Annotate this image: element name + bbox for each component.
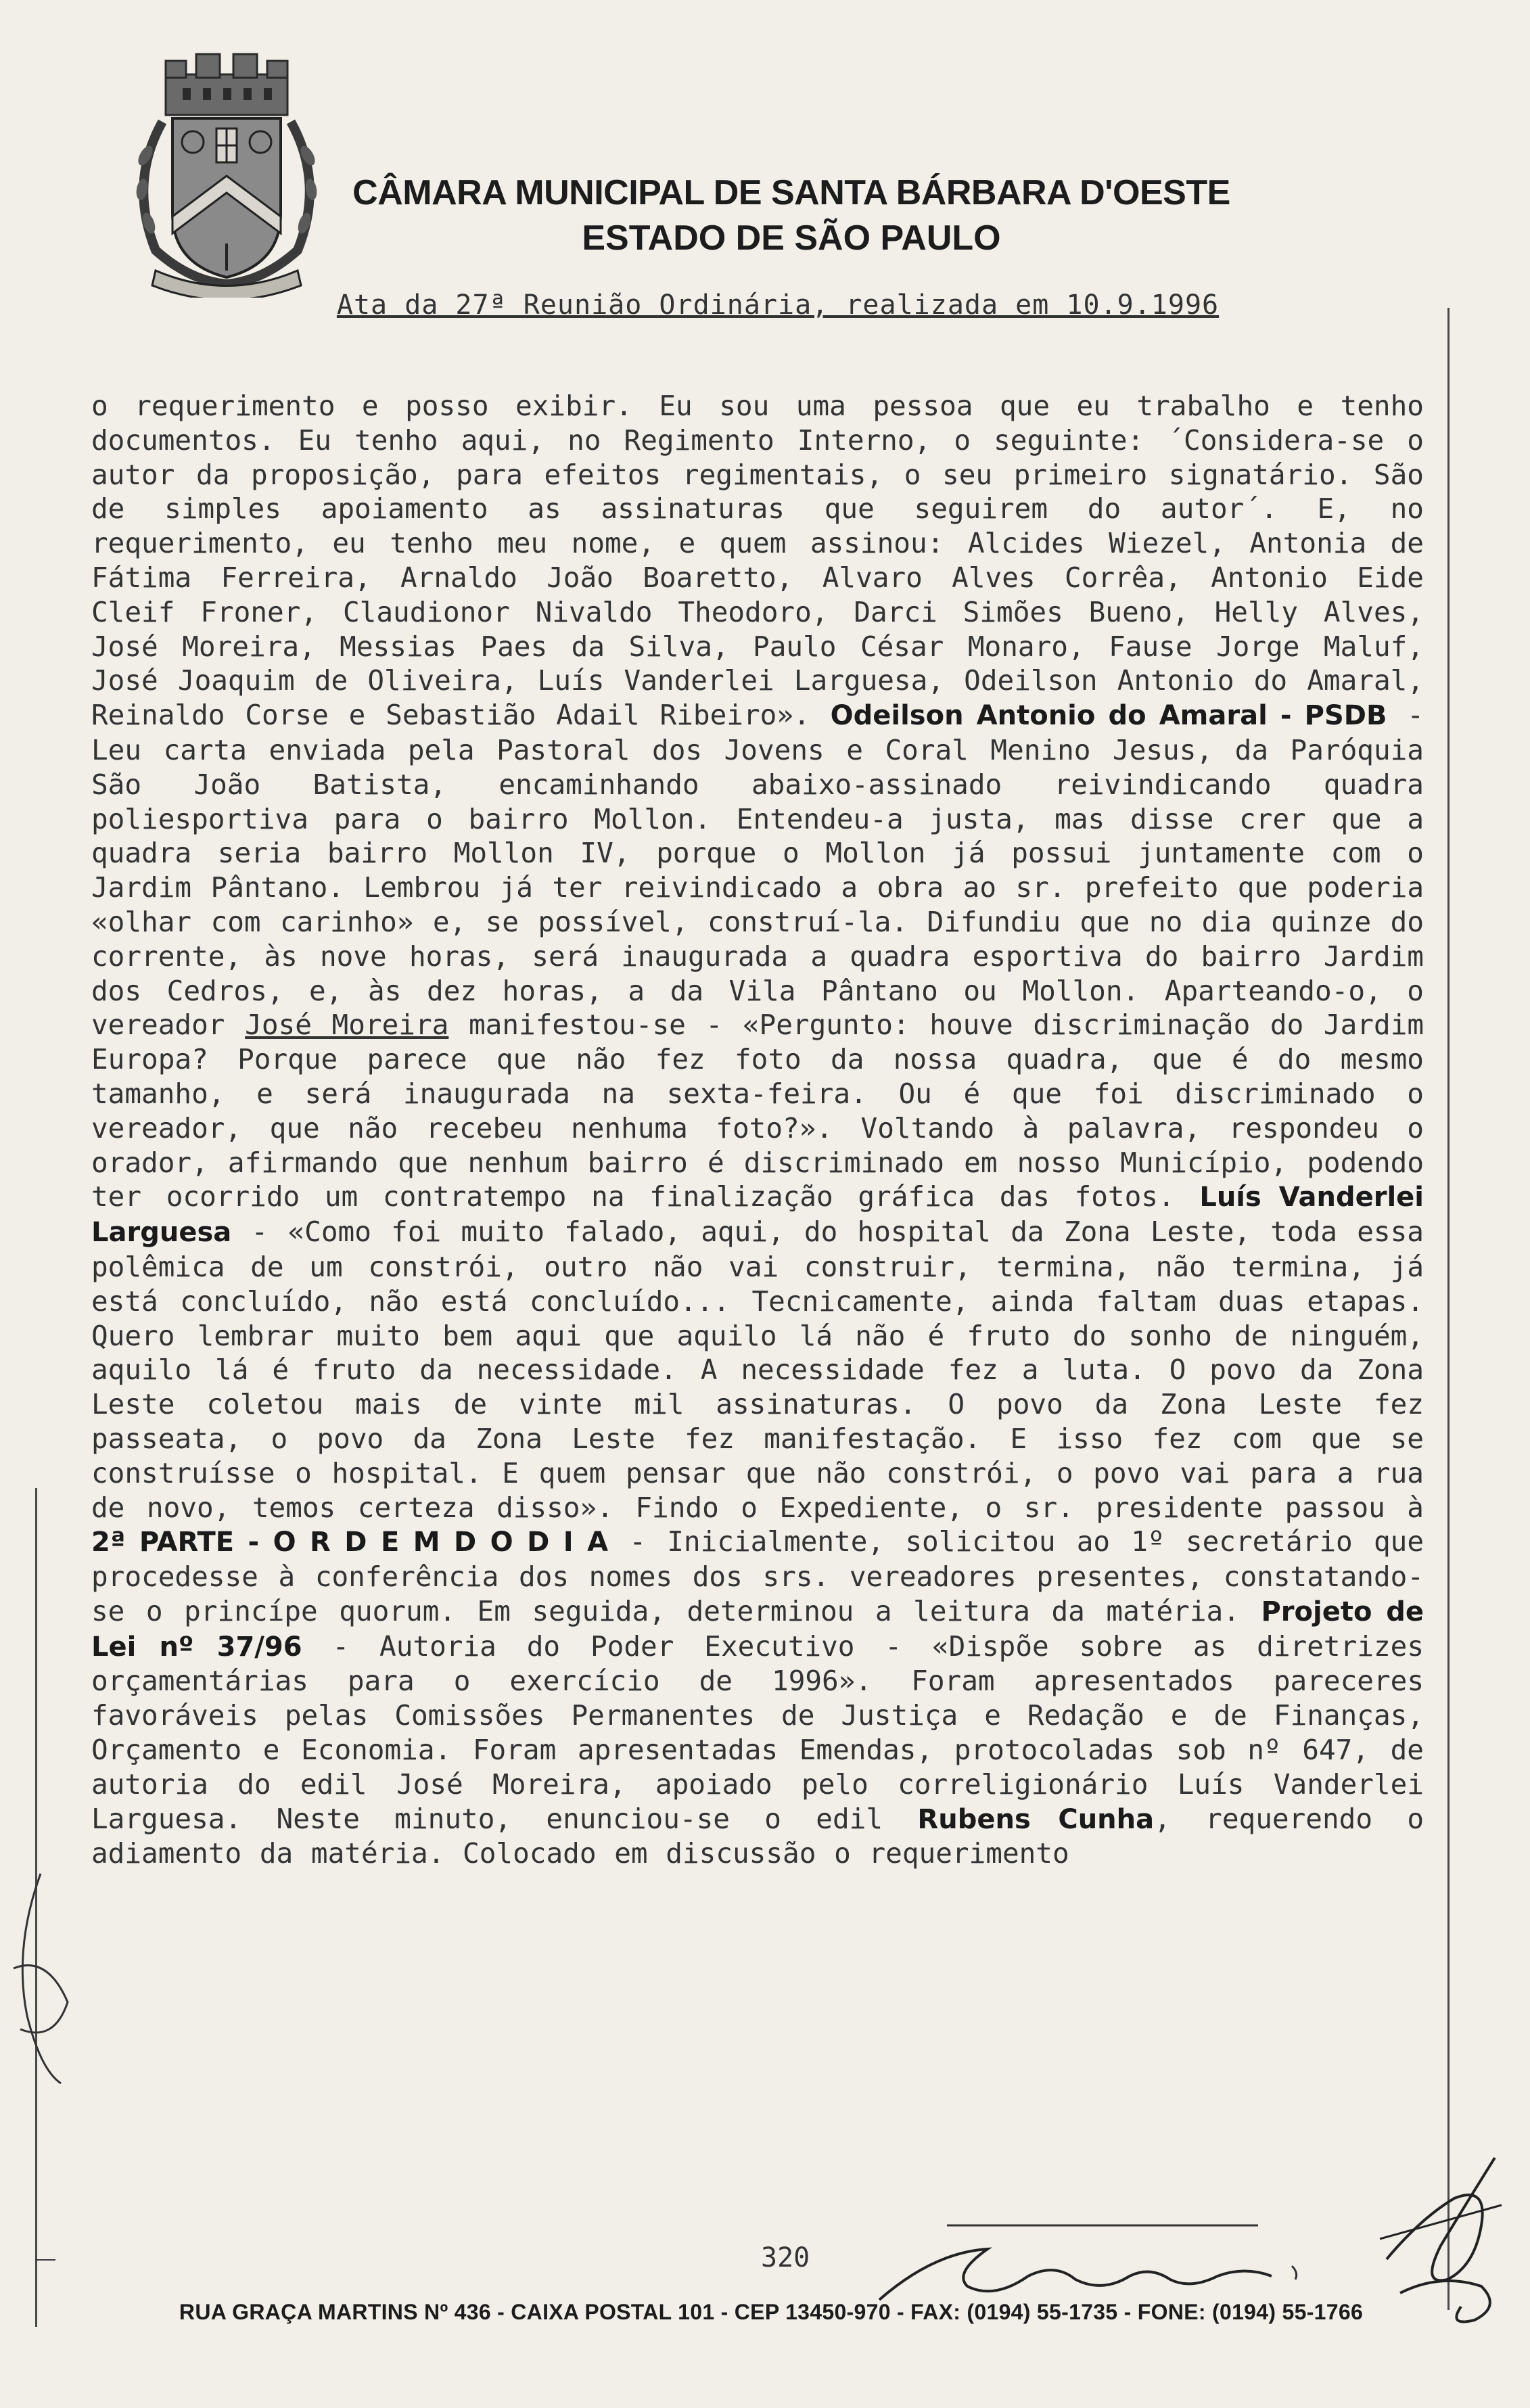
section-heading: 2ª PARTE - O R D E M D O D I A xyxy=(91,1527,609,1558)
footer-address: RUA GRAÇA MARTINS Nº 436 - CAIXA POSTAL 101 - CEP 13450-970 - FAX: (0194) 55-1735 - FONE: (0194) 55-1766 xyxy=(179,2300,1364,2324)
right-margin-rule xyxy=(1447,308,1450,2310)
body-paragraph: - Inicialmente, solicitou ao 1º secretário que procedesse à conferência dos nomes dos srs. vereadores presentes, constatando-se o princípe quorum. Em seguida, determinou a leitura da matéria. xyxy=(91,1525,1424,1627)
organization-name: CÂMARA MUNICIPAL DE SANTA BÁRBARA D'OESTE xyxy=(352,173,1230,212)
body-paragraph: - «Como foi muito falado, aqui, do hospital da Zona Leste, toda essa polêmica de um constrói, outro não vai construir, termina, não termina, já está concluído, não está concluído... Tecnicamente, ainda faltam duas etapas. Quero lembrar muito bem aqui que aquilo lá não é fruto do sonho de ninguém, aquilo lá é fruto da necessidade. A necessidade fez a luta. O povo da Zona Leste coletou mais de vinte mil assinaturas. O povo da Zona Leste fez passeata, o povo da Zona Leste fez manifestação. E isso fez com que se construísse o hospital. E quem pensar que não constrói, o povo vai para a rua de novo, temos certeza disso». Findo o Expediente, o sr. presidente passou à xyxy=(91,1215,1424,1524)
coat-of-arms-icon xyxy=(115,47,338,298)
state-name: ESTADO DE SÃO PAULO xyxy=(582,218,1001,258)
body-paragraph: - Autoria do Poder Executivo - «Dispõe sobre as diretrizes orçamentárias para o exercício de 1996». Foram apresentados pareceres favoráveis pelas Comissões Permanentes de Justiça e Redação e de Finanças, Orçamento e Economia. Foram apresentadas Emendas, protocoladas sob nº 647, de autoria do edil José Moreira, apoiado pelo correligionário Luís Vanderlei Larguesa. Neste minuto, enunciou-se o edil xyxy=(91,1629,1424,1835)
bill-title: Projeto de Lei nº 37/96 xyxy=(91,1596,1424,1663)
margin-tick xyxy=(35,2259,55,2261)
speaker-name: José Moreira xyxy=(245,1009,449,1042)
body-paragraph: , requerendo o adiamento da matéria. Colocado em discussão o requerimento xyxy=(91,1802,1424,1870)
speaker-name: Odeilson Antonio do Amaral - PSDB xyxy=(830,700,1387,732)
speaker-name: Luís Vanderlei Larguesa xyxy=(91,1182,1424,1249)
speaker-name: Rubens Cunha xyxy=(917,1803,1155,1835)
signature-icon xyxy=(0,1867,81,2090)
minute-body xyxy=(91,389,1424,1871)
page-number: 320 xyxy=(761,2242,810,2273)
minute-title: Ata da 27ª Reunião Ordinária, realizada em 10.9.1996 xyxy=(336,290,1220,321)
body-paragraph: manifestou-se - «Pergunto: houve discriminação do Jardim Europa? Porque parece que não fez foto da nossa quadra, que é do mesmo tamanho, e será inaugurada na sexta-feira. Ou é que foi discriminado o vereador, que não recebeu nenhuma foto?». Voltando à palavra, respondeu o orador, afirmando que nenhum bairro é discriminado em nosso Município, podendo ter ocorrido um contratempo na finalização gráfica das fotos. xyxy=(91,1009,1424,1213)
body-paragraph: - Leu carta enviada pela Pastoral dos Jovens e Coral Menino Jesus, da Paróquia São João Batista, encaminhando abaixo-assinado reivindicando quadra poliesportiva para o bairro Mollon. Entendeu-a justa, mas disse crer que a quadra seria bairro Mollon IV, porque o Mollon já possui juntamente com o Jardim Pântano. Lembrou já ter reivindicado a obra ao sr. prefeito que poderia «olhar com carinho» e, se possível, construí-la. Difundiu que no dia quinze do corrente, às nove horas, será inaugurada a quadra esportiva do bairro Jardim dos Cedros, e, às dez horas, a da Vila Pântano ou Mollon. Aparteando-o, o vereador xyxy=(91,699,1424,1042)
body-paragraph: o requerimento e posso exibir. Eu sou uma pessoa que eu trabalho e tenho documentos. Eu tenho aqui, no Regimento Interno, o seguinte: ´Considera-se o autor da proposição, para efeitos regimentais, o seu primeiro signatário. São de simples apoiamento as assinaturas que seguirem do autor´. E, no requerimento, eu tenho meu nome, e quem assinou: Alcides Wiezel, Antonia de Fátima Ferreira, Arnaldo João Boaretto, Alvaro Alves Corrêa, Antonio Eide Cleif Froner, Claudionor Nivaldo Theodoro, Darci Simões Bueno, Helly Alves, José Moreira, Messias Paes da Silva, Paulo César Monaro, Fause Jorge Maluf, José Joaquim de Oliveira, Luís Vanderlei Larguesa, Odeilson Antonio do Amaral, Reinaldo Corse e Sebastião Adail Ribeiro». xyxy=(91,390,1424,732)
signature-icon xyxy=(852,2212,1339,2313)
